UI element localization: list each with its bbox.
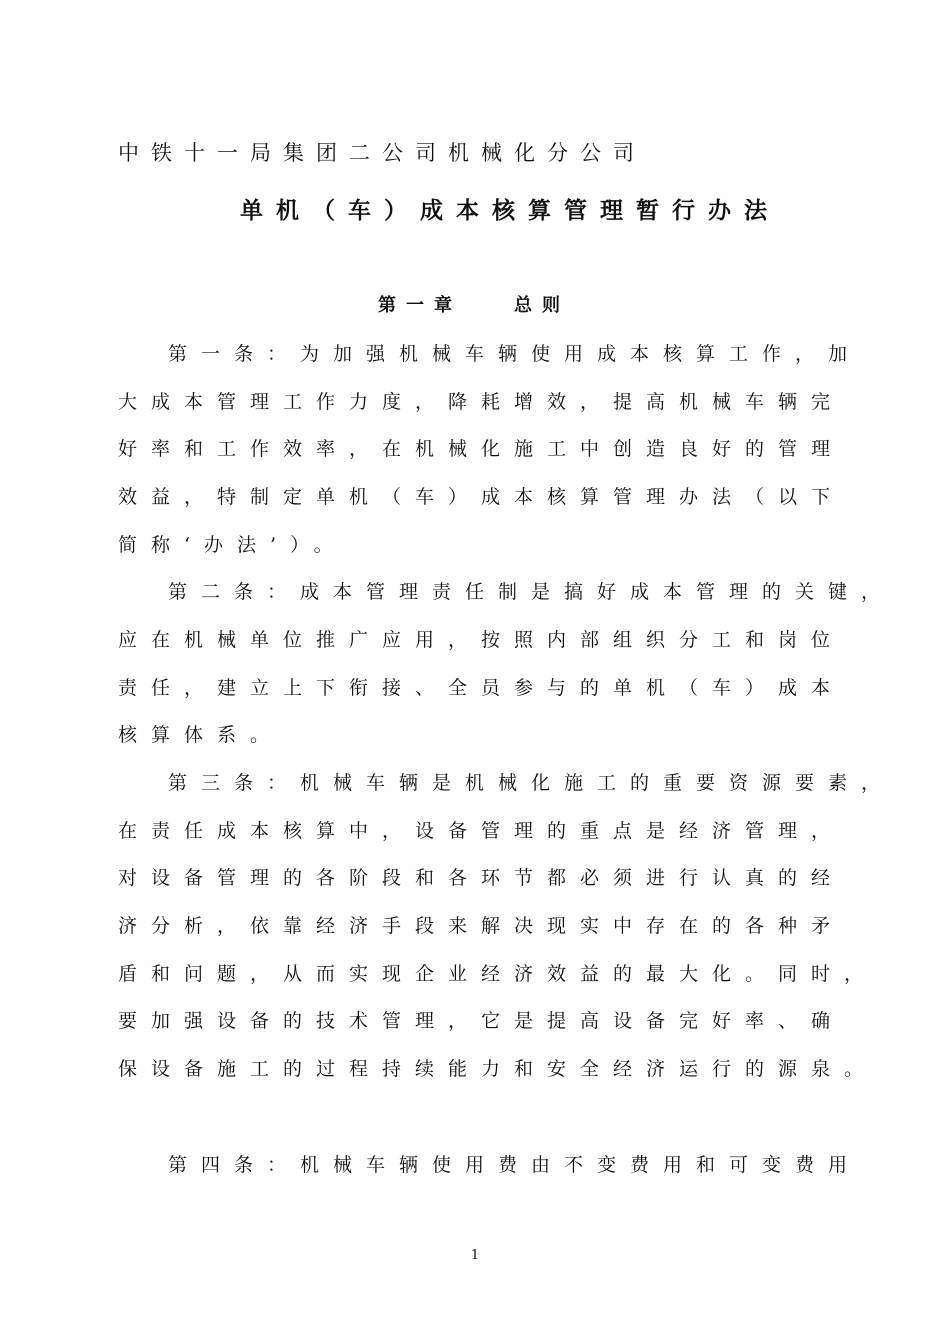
paragraph-line: 大成本管理工作力度，降耗增效，提高机械车辆完 bbox=[118, 391, 845, 413]
document-title: 单机（车）成本核算管理暂行办法 bbox=[240, 198, 780, 224]
chapter-number: 第一章 bbox=[378, 295, 462, 316]
paragraph-line: 在责任成本核算中，设备管理的重点是经济管理， bbox=[118, 820, 845, 842]
paragraph-line: 第一条：为加强机械车辆使用成本核算工作，加 bbox=[168, 343, 862, 365]
paragraph-line: 盾和问题，从而实现企业经济效益的最大化。同时， bbox=[118, 963, 878, 985]
paragraph-line: 效益，特制定单机（车）成本核算管理办法（以下 bbox=[118, 486, 845, 508]
paragraph-line: 应在机械单位推广应用，按照内部组织分工和岗位 bbox=[118, 629, 845, 651]
paragraph-line: 责任，建立上下衔接、全员参与的单机（车）成本 bbox=[118, 677, 845, 699]
paragraph-line: 保设备施工的过程持续能力和安全经济运行的源泉。 bbox=[118, 1058, 878, 1080]
page-number: 1 bbox=[470, 1248, 480, 1263]
paragraph-line: 第三条：机械车辆是机械化施工的重要资源要素， bbox=[168, 772, 895, 794]
paragraph-line: 第四条：机械车辆使用费由不变费用和可变费用 bbox=[168, 1154, 862, 1176]
paragraph-line: 好率和工作效率，在机械化施工中创造良好的管理 bbox=[118, 438, 845, 460]
paragraph-line: 简称‘办法’）。 bbox=[118, 534, 347, 556]
paragraph-line: 要加强设备的技术管理，它是提高设备完好率、确 bbox=[118, 1010, 845, 1032]
paragraph-line: 核算体系。 bbox=[118, 724, 284, 746]
organization-name: 中铁十一局集团二公司机械化分公司 bbox=[118, 141, 646, 165]
paragraph-line: 对设备管理的各阶段和各环节都必须进行认真的经 bbox=[118, 867, 845, 889]
chapter-name: 总则 bbox=[514, 295, 570, 316]
chapter-heading bbox=[378, 294, 570, 318]
paragraph-line: 第二条：成本管理责任制是搞好成本管理的关键， bbox=[168, 581, 895, 603]
paragraph-line: 济分析，依靠经济手段来解决现实中存在的各种矛 bbox=[118, 915, 845, 937]
